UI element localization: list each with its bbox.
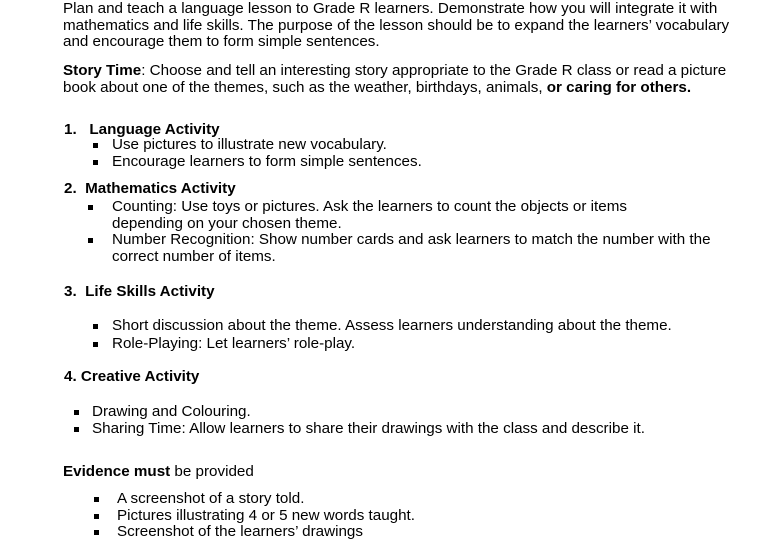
section-2-item-2: Number Recognition: Show number cards and ask learners to match the number with the correct number of items. xyxy=(112,231,711,265)
section-2-number: 2. xyxy=(64,180,77,197)
section-3-item-1: Short discussion about the theme. Assess learners understanding about the theme. xyxy=(112,317,672,334)
section-1-number: 1. xyxy=(64,121,77,138)
section-3-title: Life Skills Activity xyxy=(85,283,215,300)
section-2-item-1: Counting: Use toys or pictures. Ask the learners to count the objects or items depending on your chosen theme. xyxy=(112,198,627,232)
bullet-icon xyxy=(74,410,79,415)
story-time-paragraph xyxy=(63,63,733,96)
section-3-item-2: Role-Playing: Let learners’ role-play. xyxy=(112,335,356,352)
evidence-item-3: Screenshot of the learners’ drawings xyxy=(117,523,363,540)
section-2-title: Mathematics Activity xyxy=(85,180,236,197)
section-3-number: 3. xyxy=(64,283,77,300)
intro-paragraph: Plan and teach a language lesson to Grade R learners. Demonstrate how you will integrate it with mathematics and life skills. The purpose of the lesson should be to expand the learners’ vocabulary and encourage them to form simple sentences. xyxy=(63,0,730,50)
bullet-icon xyxy=(94,530,99,535)
evidence-item-2: Pictures illustrating 4 or 5 new words taught. xyxy=(117,507,415,524)
story-time-text: : Choose and tell an interesting story appropriate to the Grade R class or read a picture book about one of the themes, such as the weather, birthdays, animals, xyxy=(63,62,727,96)
section-1-title: Language Activity xyxy=(89,121,220,138)
section-1-item-2: Encourage learners to form simple sentences. xyxy=(112,153,422,170)
evidence-bold: Evidence must xyxy=(63,463,171,480)
story-time-bold-end: or caring for others. xyxy=(546,78,692,96)
section-3-heading xyxy=(64,284,215,301)
bullet-icon xyxy=(88,238,93,243)
section-4-heading xyxy=(64,369,199,386)
bullet-icon xyxy=(94,514,99,519)
bullet-icon xyxy=(74,427,79,432)
story-time-label: Story Time xyxy=(63,62,142,79)
bullet-icon xyxy=(93,324,98,329)
bullet-icon xyxy=(88,205,93,210)
section-4-number: 4. xyxy=(64,368,77,385)
evidence-heading xyxy=(63,464,254,481)
bullet-icon xyxy=(94,497,99,502)
section-4-title: Creative Activity xyxy=(80,368,200,385)
bullet-icon xyxy=(93,160,98,165)
section-1-item-1: Use pictures to illustrate new vocabulary. xyxy=(112,136,387,153)
evidence-item-1: A screenshot of a story told. xyxy=(117,490,305,507)
bullet-icon xyxy=(93,143,98,148)
section-4-item-1: Drawing and Colouring. xyxy=(92,403,251,420)
bullet-icon xyxy=(93,342,98,347)
section-4-item-2: Sharing Time: Allow learners to share their drawings with the class and describe it. xyxy=(92,420,645,437)
evidence-rest: be provided xyxy=(170,463,254,480)
section-2-heading xyxy=(64,181,236,198)
